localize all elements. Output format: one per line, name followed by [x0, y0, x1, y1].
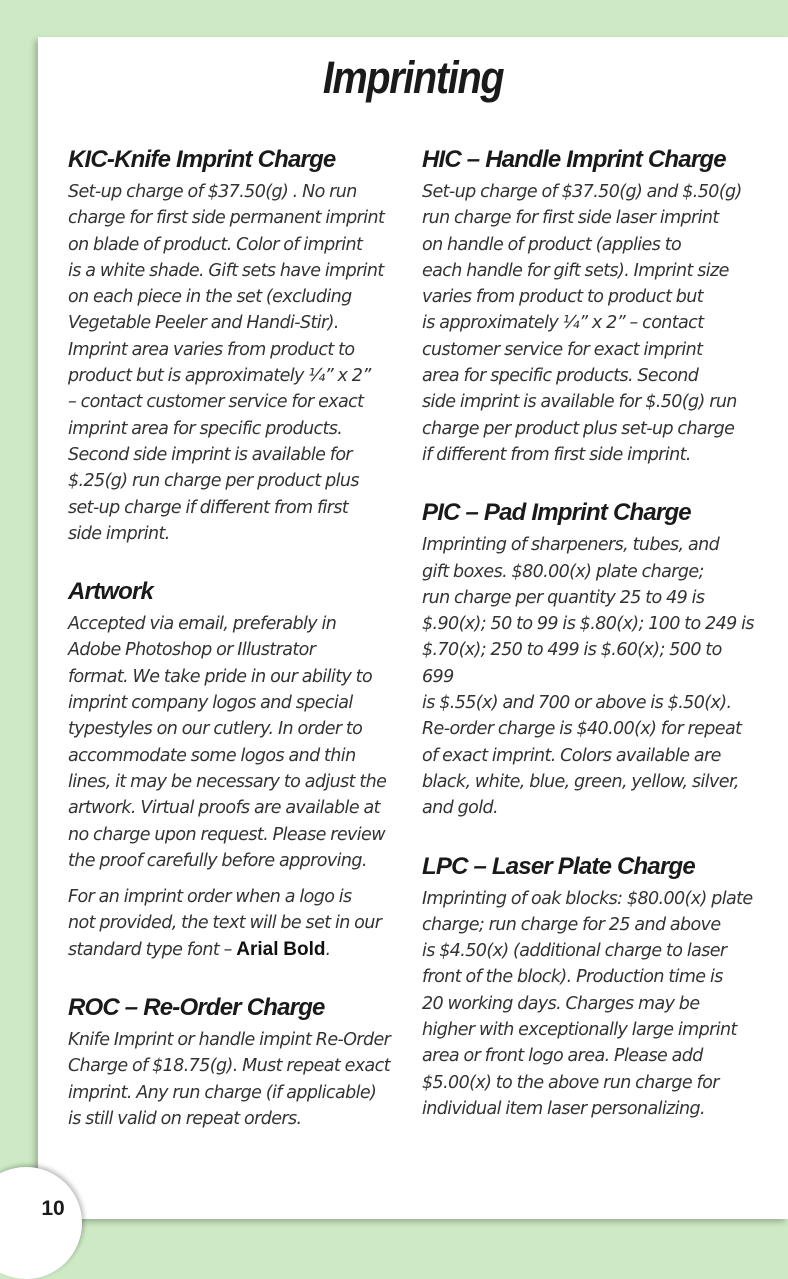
- roc-heading: ROC – Re-Order Charge: [68, 994, 325, 1022]
- page-title: Imprinting: [322, 52, 504, 103]
- page-number: 10: [41, 1197, 65, 1220]
- artwork-font-note-end: .: [325, 939, 331, 960]
- pic-heading: PIC – Pad Imprint Charge: [422, 499, 691, 527]
- pic-body: Imprinting of sharpeners, tubes, and gift boxes. $80.00(x) plate charge; run charge per quantity 25 to 49 is $.90(x); 50 to 99 is $.80(x); 100 to 249 is $.70(x); 250 to 499 is $.60(x); 500 to 699 is $.55(x) and 700 or above is $.50(x). Re-order charge is $40.00(x) for repeat of exact imprint. Colors available are black, white, blue, green, yellow, silver, and gold.: [422, 535, 754, 819]
- lpc-body: Imprinting of oak blocks: $80.00(x) plate charge; run charge for 25 and above is $4.50(x) (additional charge to laser front of the block). Production time is 20 working days. Charges may be higher with exceptionally large imprint area or front logo area. Please add $5.00(x) to the above run charge for individual item laser personalizing.: [422, 888, 753, 1119]
- artwork-body: Accepted via email, preferably in Adobe Photoshop or Illustrator format. We take pride in our ability to imprint company logos and special typestyles on our cutlery. In order to accommodate some logos and thin lines, it may be necessary to adjust the artwork. Virtual proofs are available at no charge upon request. Please review the proof carefully before approving.: [68, 614, 387, 871]
- kic-heading: KIC-Knife Imprint Charge: [68, 146, 336, 173]
- right-column: [422, 144, 757, 1122]
- artwork-heading: Artwork: [68, 578, 154, 606]
- left-column: [68, 144, 408, 1132]
- section-kic: [68, 144, 408, 547]
- font-name: Arial Bold: [236, 938, 326, 960]
- section-lpc: [422, 851, 757, 1123]
- hic-heading: HIC – Handle Imprint Charge: [422, 146, 726, 173]
- artwork-body-font-note: [68, 884, 408, 963]
- section-hic: [422, 144, 757, 468]
- lpc-heading: LPC – Laser Plate Charge: [422, 852, 695, 880]
- section-pic: [422, 497, 757, 821]
- kic-body: Set-up charge of $37.50(g) . No run charge for first side permanent imprint on blade of product. Color of imprint is a white shade. Gift sets have imprint on each piece in the set (excluding Vegetable Peeler and Handi-Stir). Imprint area varies from product to product but is approximately ¼” x 2” – contact customer service for exact imprint area for specific products. Second side imprint is available for $.25(g) run charge per product plus set-up charge if different from first side imprint.: [68, 182, 385, 544]
- roc-body: Knife Imprint or handle impint Re-Order Charge of $18.75(g). Must repeat exact imprint. Any run charge (if applicable) is still valid on repeat orders.: [68, 1030, 391, 1129]
- hic-body: Set-up charge of $37.50(g) and $.50(g) run charge for first side laser imprint on handle of product (applies to each handle for gift sets). Imprint size varies from product to product but is approximately ¼” x 2” – contact customer service for exact imprint area for specific products. Second side imprint is available for $.50(g) run charge per product plus set-up charge if different from first side imprint.: [422, 182, 742, 465]
- artwork-font-note-text: For an imprint order when a logo is not provided, the text will be set in our standard type font –: [68, 887, 382, 960]
- section-artwork: [68, 576, 408, 963]
- section-roc: [68, 992, 408, 1132]
